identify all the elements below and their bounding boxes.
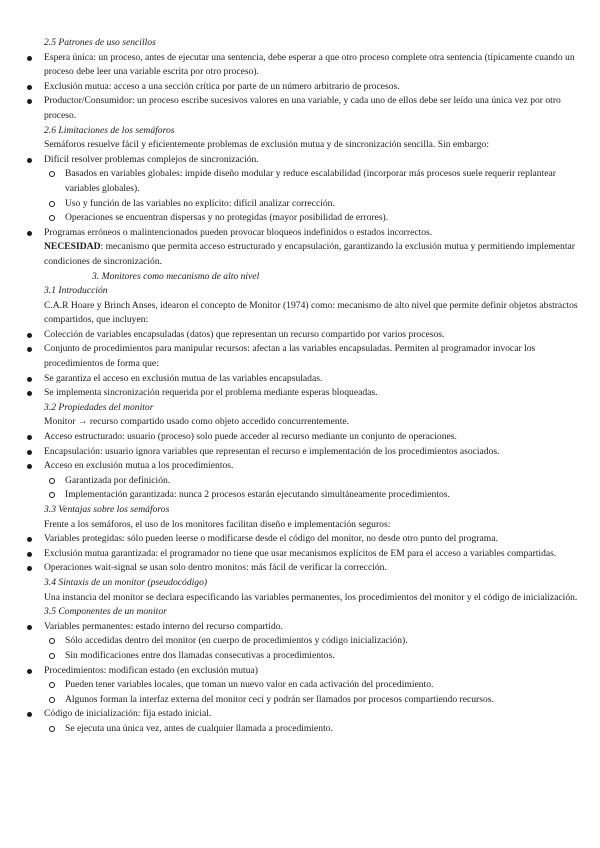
bullet-list [44, 153, 590, 241]
paragraph: Semáforos resuelve fácil y eficientemente problemas de exclusión mutua y de sincronización sencilla. Sin embargo: [44, 139, 489, 151]
sub-list-item: Implementación garantizada: nunca 2 procesos estarán ejecutando simultáneamente procedimientos. [65, 488, 590, 503]
list-item: Exclusión mutua garantizada: el programador no tiene que usar mecanismos explícitos de EM para el acceso a variables compartidas. [44, 547, 590, 562]
list-item: Procedimientos: modifican estado (en exclusión mutua) [44, 664, 590, 679]
sub-list-item: Se ejecuta una única vez, antes de cualquier llamada a procedimiento. [65, 722, 590, 737]
paragraph: Monitor → recurso compartido usado como objeto accedido concurrentemente. [44, 416, 350, 428]
list-item: Código de inicialización: fija estado inicial. [44, 707, 590, 722]
paragraph: Frente a los semáforos, el uso de los monitores facilitan diseño e implementación seguros: [44, 518, 391, 530]
paragraph: C.A.R Hoare y Brinch Anses, idearon el concepto de Monitor (1974) como: mecanismo de alto nivel que permite definir objetos abstractos compartidos, que incluyen: [44, 299, 578, 326]
list-item: Difícil resolver problemas complejos de sincronización. [44, 153, 590, 168]
bullet-list [44, 430, 590, 503]
sub-list-item: Garantizada por definición. [65, 474, 590, 489]
paragraph-necesidad [44, 240, 590, 269]
list-item: Encapsulación: usuario ignora variables que representan el recurso e implementación de los procedimientos asociados. [44, 445, 590, 460]
section-heading-2-6: 2.6 Limitaciones de los semáforos [44, 124, 175, 136]
sub-list-item: Uso y función de las variables no explícito: difícil analizar corrección. [65, 197, 590, 212]
paragraph: Una instancia del monitor se declara especificando las variables permanentes, los procedimientos del monitor y el código de inicialización. [44, 591, 578, 603]
sub-list-item: Pueden tener variables locales, que toman un nuevo valor en cada activación del procedimiento. [65, 678, 590, 693]
list-item: Variables permanentes: estado interno del recurso compartido. [44, 620, 590, 635]
list-item: Colección de variables encapsuladas (datos) que representan un recurso compartido por varios procesos. [44, 328, 590, 343]
list-item: Acceso estructurado: usuario (proceso) solo puede acceder al recurso mediante un conjunto de operaciones. [44, 430, 590, 445]
list-item: Acceso en exclusión mutua a los procedimientos. [44, 459, 590, 474]
sub-list-item: Sólo accedidas dentro del monitor (en cuerpo de procedimientos y código inicialización). [65, 634, 590, 649]
bullet-list [44, 532, 590, 576]
list-item: Exclusión mutua: acceso a una sección crítica por parte de un número arbitrario de procesos. [44, 80, 590, 95]
sub-list-item: Sin modificaciones entre dos llamadas consecutivas a procedimientos. [65, 649, 590, 664]
sub-list-item: Operaciones se encuentran dispersas y no protegidas (mayor posibilidad de errores). [65, 211, 590, 226]
section-heading-3-3: 3.3 Ventajas sobre los semáforos [44, 504, 170, 515]
list-item: Programas erróneos o malintencionados pueden provocar bloqueos indefinidos o estados incorrectos. [44, 226, 590, 241]
list-item: Operaciones wait-signal se usan solo dentro monitos: más fácil de verificar la corrección. [44, 561, 590, 576]
list-item: Productor/Consumidor: un proceso escribe sucesivos valores en una variable, y cada uno de ellos debe ser leído una única vez por otro proceso. [44, 94, 590, 123]
necesidad-label: NECESIDAD [44, 241, 101, 253]
sub-list-item: Algunos forman la interfaz externa del monitor ceci y podrán ser llamados por procesos compartiendo recursos. [65, 693, 590, 708]
section-heading-3-2: 3.2 Propiedades del monitor [44, 401, 154, 413]
sub-list-item: Basados en variables globales: impide diseño modular y reduce escalabilidad (incorporar más procesos suele requerir replantear variables globales). [65, 167, 590, 196]
section-heading-3-4: 3.4 Sintaxis de un monitor (pseudocódigo) [44, 576, 208, 588]
section-heading-3: 3. Monitores como mecanismo de alto nivel [92, 270, 260, 282]
bullet-list [44, 51, 590, 124]
list-item: Se garantiza el acceso en exclusión mutua de las variables encapsuladas. [44, 372, 590, 387]
list-item: Variables protegidas: sólo pueden leerse o modificarse desde el código del monitor, no desde otro punto del programa. [44, 532, 590, 547]
necesidad-text: : mecanismo que permita acceso estructurado y encapsulación, garantizando la exclusión mutua y permitiendo implementar condiciones de sincronización. [44, 241, 575, 267]
list-item: Se implementa sincronización requerida por el problema mediante esperas bloqueadas. [44, 386, 590, 401]
section-heading-3-1: 3.1 Introducción [44, 285, 108, 297]
bullet-list [44, 328, 590, 401]
list-item: Espera única: un proceso, antes de ejecutar una sentencia, debe esperar a que otro proceso complete otra sentencia (típicamente cuando un proceso debe leer una variable escrita por otro proceso). [44, 51, 590, 80]
section-heading-3-5: 3.5 Componentes de un monitor [44, 606, 167, 618]
section-heading-2-5: 2.5 Patrones de uso sencillos [44, 37, 156, 48]
list-item: Conjunto de procedimientos para manipular recursos: afectan a las variables encapsuladas. Permiten al programador invocar los procedimientos de forma que: [44, 342, 590, 371]
bullet-list [44, 620, 590, 737]
